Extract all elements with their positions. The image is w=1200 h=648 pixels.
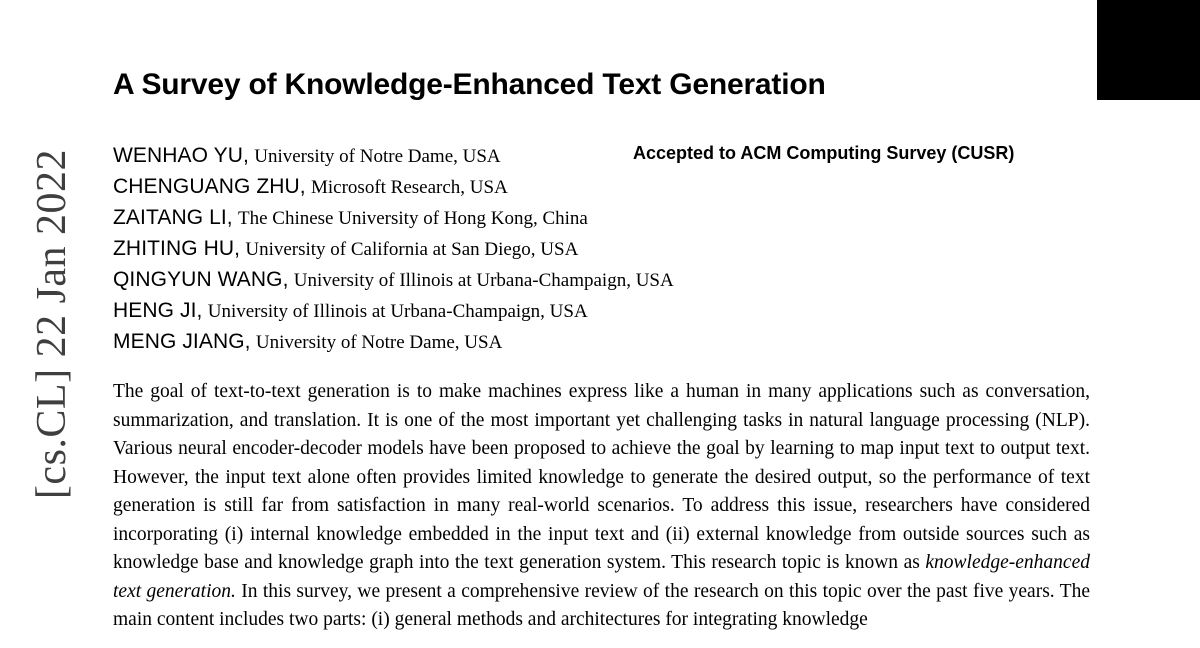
author-affiliation: University of California at San Diego, USA — [245, 239, 579, 260]
abstract-part-1: The goal of text-to-text generation is to make machines express like a human in many applications such as conversation, summarization, and translation. It is one of the most important yet challenging tasks in natural language processing (NLP). Various neural encoder-decoder models have been proposed to achieve the goal by learning to map input text to output text. However, the input text alone often provides limited knowledge to generate the desired output, so the performance of text generation is still far from satisfaction in many real-world scenarios. To address this issue, researchers have considered incorporating (i) internal knowledge embedded in the input text and (ii) external knowledge from outside sources such as knowledge base and knowledge graph into the text generation system. This research topic is known as — [113, 381, 1090, 573]
arxiv-stamp — [12, 0, 92, 648]
author-list — [113, 140, 1093, 357]
author-affiliation: University of Notre Dame, USA — [254, 146, 501, 167]
abstract-italic-term: knowledge-enhanced text generation. — [113, 552, 1090, 602]
arxiv-stamp-text: [cs.CL] 22 Jan 2022 — [29, 148, 75, 500]
author-entry — [113, 326, 1093, 357]
author-name: ZAITANG LI, — [113, 206, 233, 229]
author-entry — [113, 202, 1093, 233]
author-affiliation: The Chinese University of Hong Kong, China — [237, 208, 588, 229]
author-entry — [113, 140, 1093, 171]
author-affiliation: Microsoft Research, USA — [311, 177, 508, 198]
paper-page — [113, 0, 1200, 648]
abstract-text — [113, 378, 1090, 635]
page-title: A Survey of Knowledge-Enhanced Text Generation — [113, 68, 826, 101]
author-affiliation: University of Illinois at Urbana-Champaign, USA — [207, 301, 588, 322]
author-name: WENHAO YU, — [113, 144, 249, 167]
accepted-note: Accepted to ACM Computing Survey (CUSR) — [633, 143, 1015, 163]
author-entry — [113, 295, 1093, 326]
author-name: HENG JI, — [113, 299, 203, 322]
author-name: CHENGUANG ZHU, — [113, 175, 306, 198]
author-entry — [113, 264, 1093, 295]
author-affiliation: University of Illinois at Urbana-Champaign, USA — [293, 270, 674, 291]
author-name: QINGYUN WANG, — [113, 268, 289, 291]
author-name: ZHITING HU, — [113, 237, 241, 260]
author-affiliation: University of Notre Dame, USA — [255, 332, 503, 353]
author-name: MENG JIANG, — [113, 330, 251, 353]
abstract-part-2: In this survey, we present a comprehensive review of the research on this topic over the past five years. The main content includes two parts: (i) general methods and architectures for integrating knowledge — [113, 580, 1090, 630]
author-entry — [113, 171, 1093, 202]
author-entry — [113, 233, 1093, 264]
